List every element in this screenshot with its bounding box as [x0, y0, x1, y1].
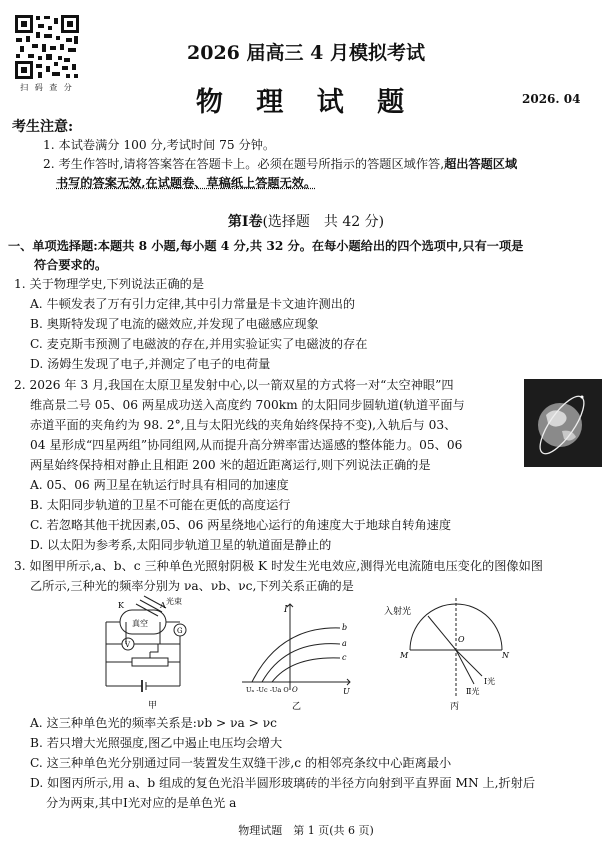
- bing-caption: 丙: [450, 702, 460, 712]
- yi-tick-labels: Uₙ -Uc -Ua O: [246, 686, 289, 694]
- yi-caption: 乙: [292, 702, 302, 712]
- bing-incident-label: 入射光: [384, 607, 412, 617]
- q1-option-c: C. 麦克斯韦预测了电磁波的存在,并用实验证实了电磁波的存在: [30, 337, 368, 351]
- q3-stem-line-1: 3. 如图甲所示,a、b、c 三种单色光照射阴极 K 时发生光电效应,测得光电流随电压变化的图像如图: [14, 559, 543, 573]
- yi-u-axis: U: [343, 687, 350, 696]
- jia-a-label: A: [160, 601, 166, 610]
- notice-item-2: [43, 156, 517, 172]
- section-title: 第Ⅰ卷: [227, 214, 263, 230]
- yi-curve-c: c: [342, 653, 347, 662]
- q1-option-d: D. 汤姆生发现了电子,并测定了电子的电荷量: [30, 357, 271, 371]
- part1-heading: 一、单项选择题:本题共 8 小题,每小题 4 分,共 32 分。在每小题给出的四个选项中,只有一项是: [8, 239, 524, 253]
- figure-bing-glass: [370, 596, 530, 712]
- part1-heading-continued: 符合要求的。: [34, 258, 108, 272]
- q2-option-c: C. 若忽略其他干扰因素,05、06 两星绕地心运行的角速度大于地球自转角速度: [30, 518, 452, 532]
- notice-item-2-text: 2. 考生作答时,请将答案答在答题卡上。必须在题号所指示的答题区域作答,: [43, 157, 445, 171]
- q2-stem-line-1: 2. 2026 年 3 月,我国在太原卫星发射中心,以一箭双星的方式将一对“太空神眼”四: [14, 378, 454, 392]
- q3-stem-line-2: 乙所示,三种光的频率分别为 νa、νb、νc,下列关系正确的是: [30, 579, 354, 593]
- page-footer: 物理试题 第 1 页(共 6 页): [238, 824, 374, 837]
- bing-beam1-label: Ⅰ光: [484, 677, 496, 686]
- subject-title: 物 理 试 题: [195, 87, 417, 118]
- jia-vacuum-label: 真空: [132, 619, 148, 628]
- jia-v-label: V: [125, 641, 131, 649]
- q2-stem-line-3: 赤道平面的夹角约为 98. 2°,且与太阳光线的夹角始终保持不变),入轨后与 03、: [30, 418, 457, 432]
- bing-beam2-label: Ⅱ光: [466, 687, 480, 696]
- figure-jia-circuit: [96, 594, 216, 712]
- figure-yi-graph: [240, 596, 355, 712]
- jia-k-label: K: [118, 601, 124, 610]
- yi-i-axis: I: [284, 605, 288, 615]
- notice-item-2-emphasis: 超出答题区域: [444, 157, 518, 171]
- bing-o-label: O: [458, 635, 465, 644]
- bing-n-label: N: [502, 651, 509, 660]
- q3-option-d-line-2: 分为两束,其中Ⅰ光对应的是单色光 a: [46, 796, 237, 810]
- yi-curve-b: b: [342, 623, 348, 632]
- q3-option-c: C. 这三种单色光分别通过同一装置发生双缝干涉,c 的相邻亮条纹中心距离最小: [30, 756, 452, 770]
- q3-option-a: A. 这三种单色光的频率关系是:νb > νa > νc: [30, 716, 277, 730]
- section-heading: [0, 211, 612, 231]
- yi-curve-a: a: [342, 639, 347, 648]
- notice-item-1: 1. 本试卷满分 100 分,考试时间 75 分钟。: [43, 138, 276, 152]
- section-subtitle: (选择题 共 42 分): [262, 214, 385, 230]
- yi-origin: O: [292, 686, 298, 694]
- q2-stem-line-4: 04 星形成“四星两组”协同组网,从而提升高分辨率雷达遥感的整体能力。05、06: [30, 438, 463, 452]
- q2-option-b: B. 太阳同步轨道的卫星不可能在更低的高度运行: [30, 498, 291, 512]
- q2-option-a: A. 05、06 两卫星在轨运行时具有相同的加速度: [30, 478, 289, 492]
- jia-caption: 甲: [148, 701, 158, 711]
- q2-stem-line-5: 两星始终保持相对静止且相距 200 米的超近距离运行,则下列说法正确的是: [30, 458, 431, 472]
- exam-date: 2026. 04: [522, 92, 581, 106]
- q2-option-d: D. 以太阳为参考系,太阳同步轨道卫星的轨道面是静止的: [30, 538, 332, 552]
- q1-option-a: A. 牛顿发表了万有引力定律,其中引力常量是卡文迪许测出的: [30, 297, 356, 311]
- q1-stem: 1. 关于物理学史,下列说法正确的是: [14, 277, 205, 291]
- exam-title: 2026 届高三 4 月模拟考试: [187, 42, 425, 64]
- q1-option-b: B. 奥斯特发现了电流的磁效应,并发现了电磁感应现象: [30, 317, 319, 331]
- q3-option-d-line-1: D. 如图丙所示,用 a、b 组成的复色光沿半圆形玻璃砖的半径方向射到平直界面 MN 上,折射后: [30, 776, 536, 790]
- q2-stem-line-2: 维高景二号 05、06 两星成功送入高度约 700km 的太阳同步圆轨道(轨道平面与: [30, 398, 465, 412]
- qr-caption: 扫 码 查 分: [20, 83, 74, 92]
- q3-option-b: B. 若只增大光照强度,图乙中遏止电压均会增大: [30, 736, 283, 750]
- notice-item-2-continued: 书写的答案无效,在试题卷、草稿纸上答题无效。: [56, 176, 317, 190]
- jia-light-label: 光束: [166, 597, 182, 606]
- satellite-orbit-photo: [524, 379, 602, 467]
- notice-heading: 考生注意:: [12, 119, 74, 135]
- jia-g-label: G: [177, 627, 183, 635]
- bing-m-label: M: [400, 651, 409, 660]
